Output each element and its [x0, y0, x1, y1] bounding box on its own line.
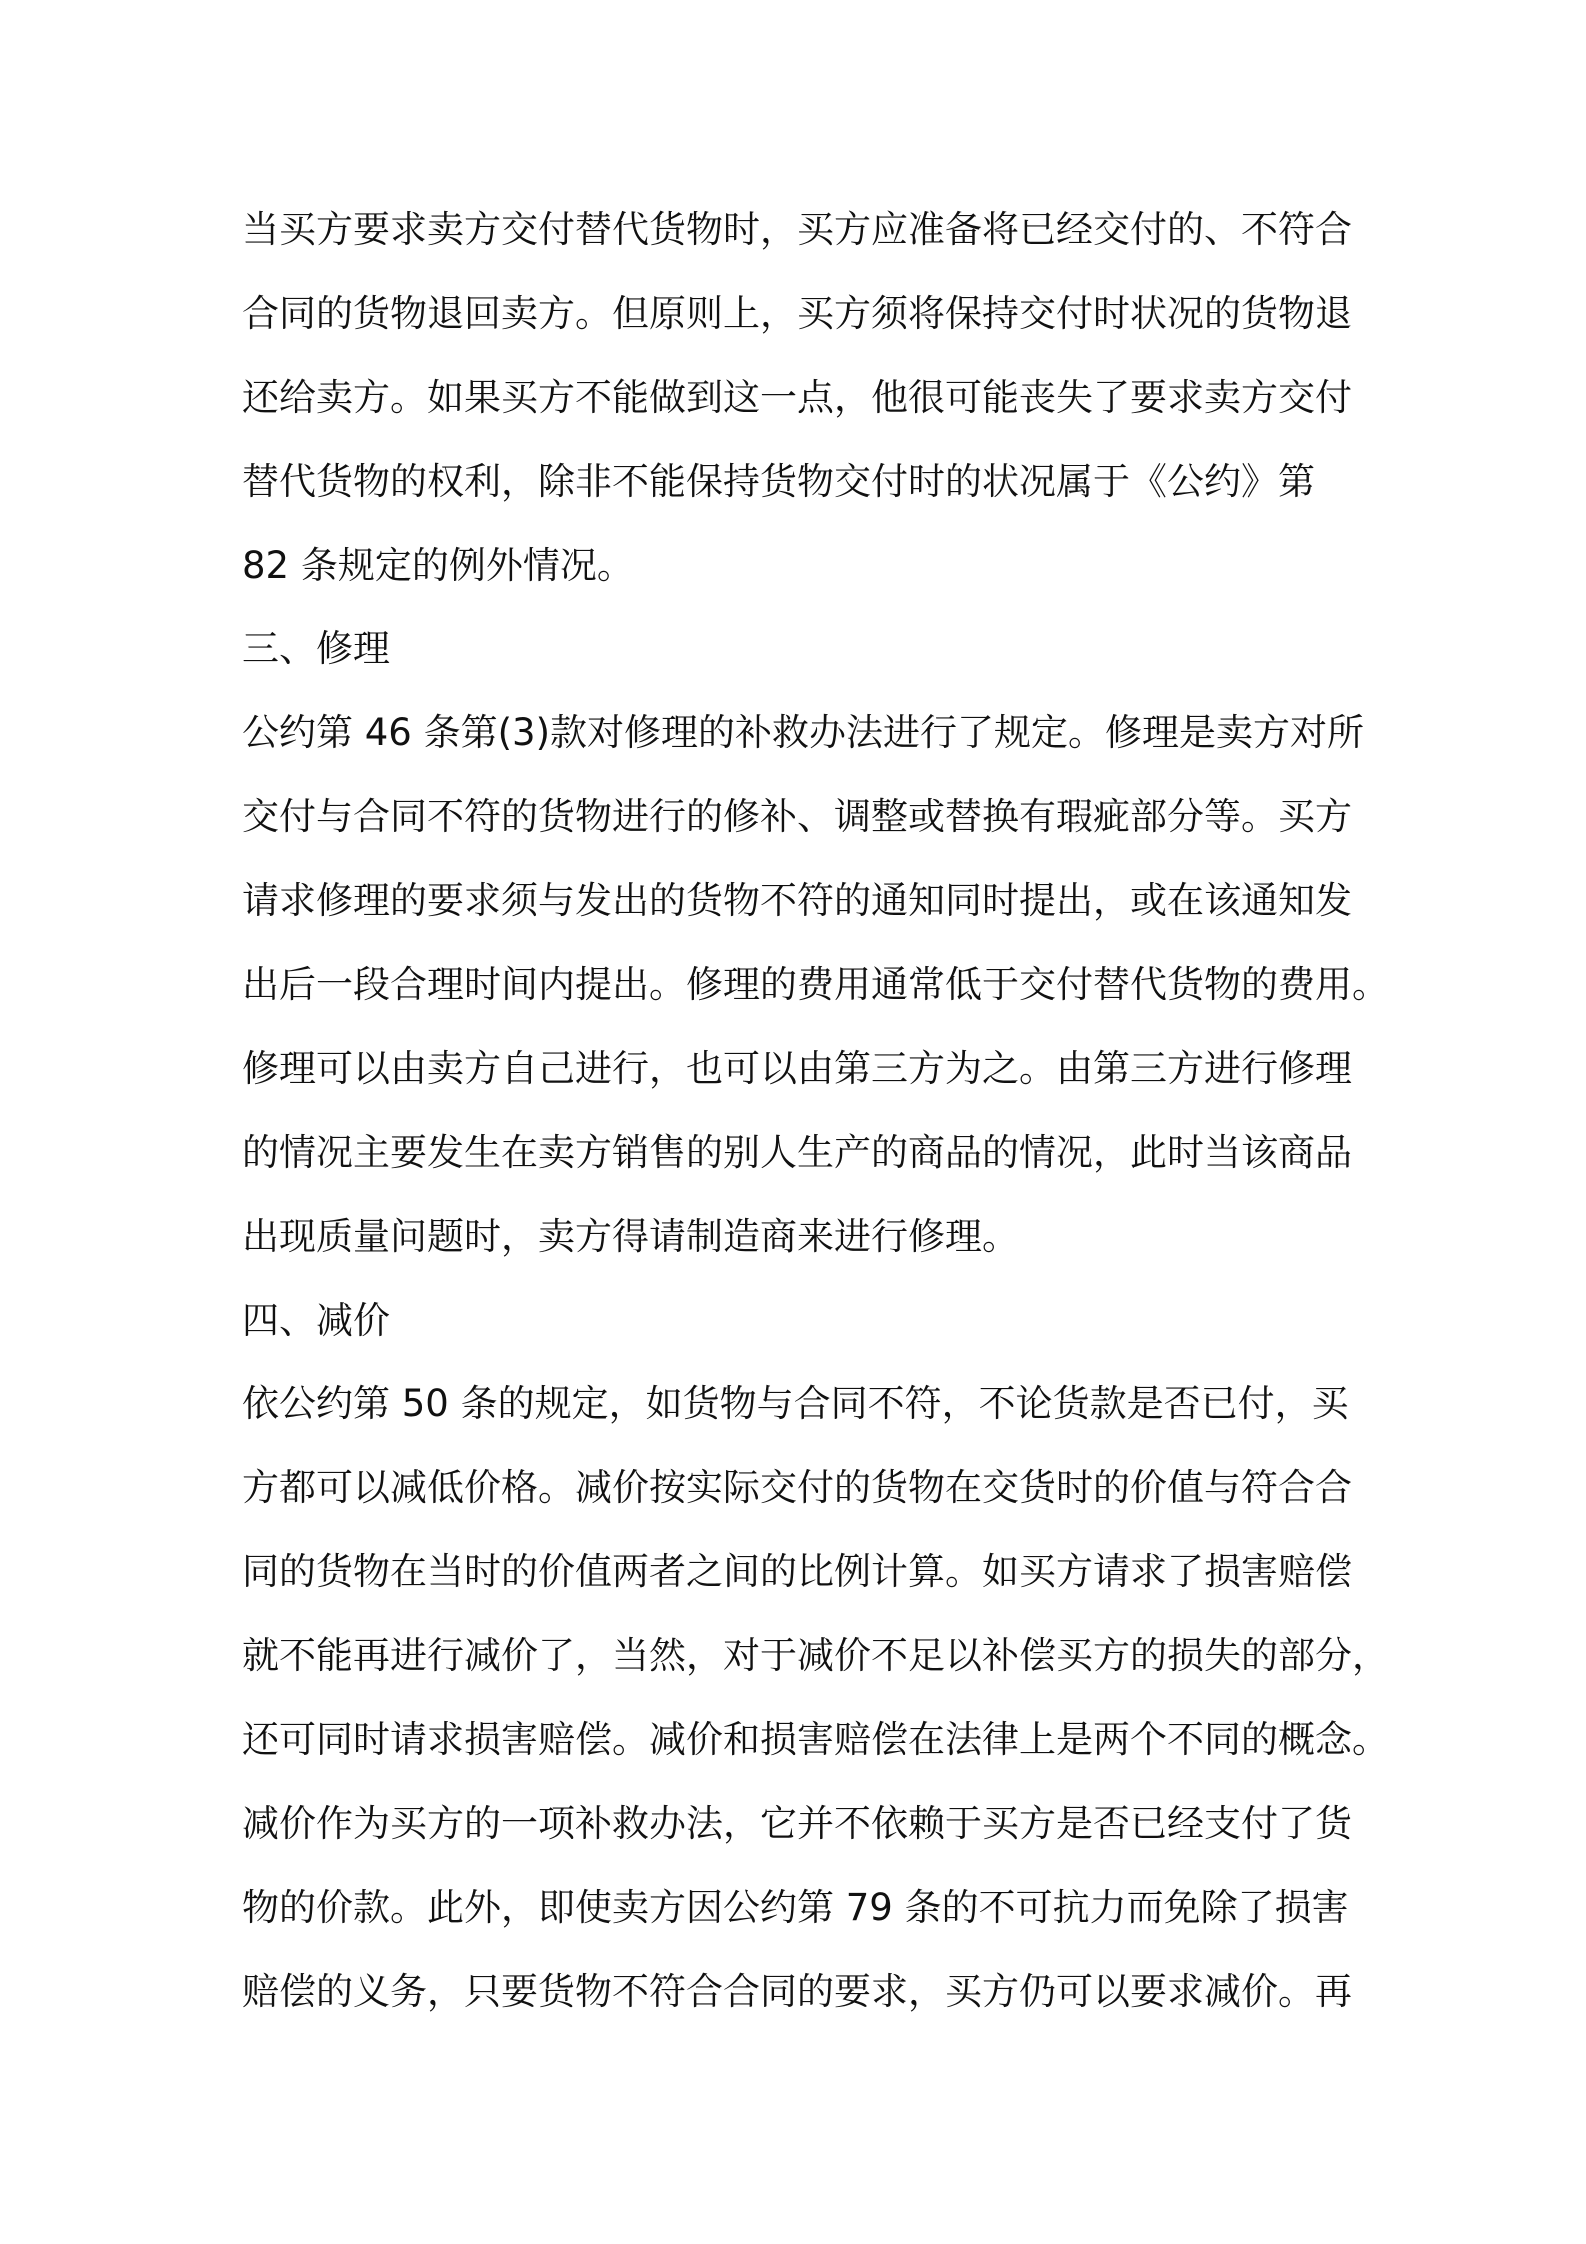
paragraph-line: 减价作为买方的一项补救办法，它并不依赖于买方是否已经支付了货 — [242, 1801, 1352, 1845]
paragraph-line: 依公约第 50 条的规定，如货物与合同不符，不论货款是否已付，买 — [242, 1382, 1349, 1426]
paragraph-line: 同的货物在当时的价值两者之间的比例计算。如买方请求了损害赔偿 — [242, 1550, 1352, 1594]
paragraph-line: 出后一段合理时间内提出。修理的费用通常低于交付替代货物的费用。 — [242, 963, 1389, 1007]
section-heading-repair: 三、修理 — [242, 627, 390, 671]
section-heading-price-reduction: 四、减价 — [242, 1298, 390, 1342]
paragraph-line: 当买方要求卖方交付替代货物时，买方应准备将已经交付的、不符合 — [242, 208, 1352, 251]
paragraph-line: 82 条规定的例外情况。 — [242, 543, 634, 587]
paragraph-line: 交付与合同不符的货物进行的修补、调整或替换有瑕疵部分等。买方 — [242, 795, 1352, 839]
paragraph-line: 还可同时请求损害赔偿。减价和损害赔偿在法律上是两个不同的概念。 — [242, 1718, 1389, 1762]
paragraph-line: 出现质量问题时，卖方得请制造商来进行修理。 — [242, 1214, 1019, 1258]
document-body — [242, 188, 1389, 2034]
paragraph-line: 修理可以由卖方自己进行，也可以由第三方为之。由第三方进行修理 — [242, 1046, 1352, 1090]
paragraph-line: 替代货物的权利，除非不能保持货物交付时的状况属于《公约》第 — [242, 459, 1315, 503]
paragraph-line: 就不能再进行减价了，当然，对于减价不足以补偿买方的损失的部分， — [242, 1634, 1389, 1678]
paragraph-line: 赔偿的义务，只要货物不符合合同的要求，买方仍可以要求减价。再 — [242, 1969, 1352, 2013]
paragraph-line: 还给卖方。如果买方不能做到这一点，他很可能丧失了要求卖方交付 — [242, 375, 1352, 419]
paragraph-line: 物的价款。此外，即使卖方因公约第 79 条的不可抗力而免除了损害 — [242, 1885, 1349, 1929]
paragraph-line: 方都可以减低价格。减价按实际交付的货物在交货时的价值与符合合 — [242, 1466, 1352, 1510]
paragraph-line: 的情况主要发生在卖方销售的别人生产的商品的情况，此时当该商品 — [242, 1130, 1352, 1174]
paragraph-line: 公约第 46 条第(3)款对修理的补救办法进行了规定。修理是卖方对所 — [242, 711, 1365, 755]
paragraph-line: 请求修理的要求须与发出的货物不符的通知同时提出，或在该通知发 — [242, 879, 1352, 923]
paragraph-line: 合同的货物退回卖方。但原则上，买方须将保持交付时状况的货物退 — [242, 291, 1352, 335]
